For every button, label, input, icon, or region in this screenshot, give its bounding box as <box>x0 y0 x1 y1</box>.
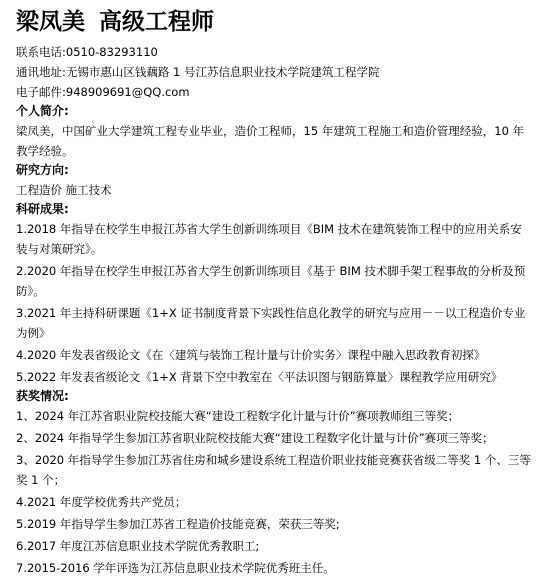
person-name: 梁凤美 <box>16 9 85 35</box>
email-label: 电子邮件: <box>16 85 66 99</box>
research-text: 工程造价 施工技术 <box>16 183 112 197</box>
address-value: 无锡市惠山区钱藕路 1 号江苏信息职业技术学院建筑工程学院 <box>65 65 380 79</box>
achievements-heading: 科研成果: <box>16 202 69 216</box>
list-item: 4.2021 年度学校优秀共产党员； <box>16 495 187 509</box>
profile-header <box>16 6 533 38</box>
list-item: 4.2020 年发表省级论文《在〈建筑与装饰工程计量与计价实务〉课程中融入思政教育初探》 <box>16 348 486 362</box>
address-label: 通讯地址: <box>16 65 66 79</box>
job-title: 高级工程师 <box>99 9 214 35</box>
list-item: 3、2020 年指导学生参加江苏省住房和城乡建设系统工程造价职业技能竞赛获省级二等奖 1 个、三等奖 1 个； <box>16 453 531 487</box>
achievements-list <box>16 219 533 387</box>
bio-text: 梁凤美，中国矿业大学建筑工程专业毕业，造价工程师，15 年建筑工程施工和造价管理经验，10 年教学经验。 <box>16 124 525 158</box>
list-item: 3.2021 年主持科研课题《1+X 证书制度背景下实践性信息化教学的研究与应用－－以工程造价专业为例》 <box>16 306 526 340</box>
phone-value: 0510-83293110 <box>65 45 158 59</box>
research-heading: 研究方向: <box>16 163 69 177</box>
list-item: 1.2018 年指导在校学生申报江苏省大学生创新训练项目《BIM 技术在建筑装饰工程中的应用关系安装与对策研究》。 <box>16 222 522 256</box>
email-line <box>16 82 533 102</box>
list-item: 5.2019 年指导学生参加江苏省工程造价技能竞赛，荣获三等奖; <box>16 517 340 531</box>
list-item: 2.2020 年指导在校学生申报江苏省大学生创新训练项目《基于 BIM 技术脚手架工程事故的分析及预防》。 <box>16 264 526 298</box>
email-value[interactable]: 948909691@QQ.com <box>65 85 190 99</box>
list-item: 5.2022 年发表省级论文《1+X 背景下空中教室在〈平法识图与钢筋算量〉课程教学应用研究》 <box>16 370 503 384</box>
phone-line <box>16 42 533 62</box>
awards-heading: 获奖情况: <box>16 389 69 403</box>
list-item: 6.2017 年度江苏信息职业技术学院优秀教职工; <box>16 539 260 553</box>
phone-label: 联系电话: <box>16 45 66 59</box>
list-item: 2、2024 年指导学生参加江苏省职业院校技能大赛“建设工程数字化计量与计价”赛项三等奖； <box>16 431 494 445</box>
awards-list <box>16 406 533 578</box>
list-item: 7.2015-2016 学年评选为江苏信息职业技术学院优秀班主任。 <box>16 561 335 575</box>
bio-heading: 个人简介: <box>16 104 69 118</box>
list-item: 1、2024 年江苏省职业院校技能大赛“建设工程数字化计量与计价”赛项教师组三等奖； <box>16 409 460 423</box>
address-line <box>16 62 533 82</box>
